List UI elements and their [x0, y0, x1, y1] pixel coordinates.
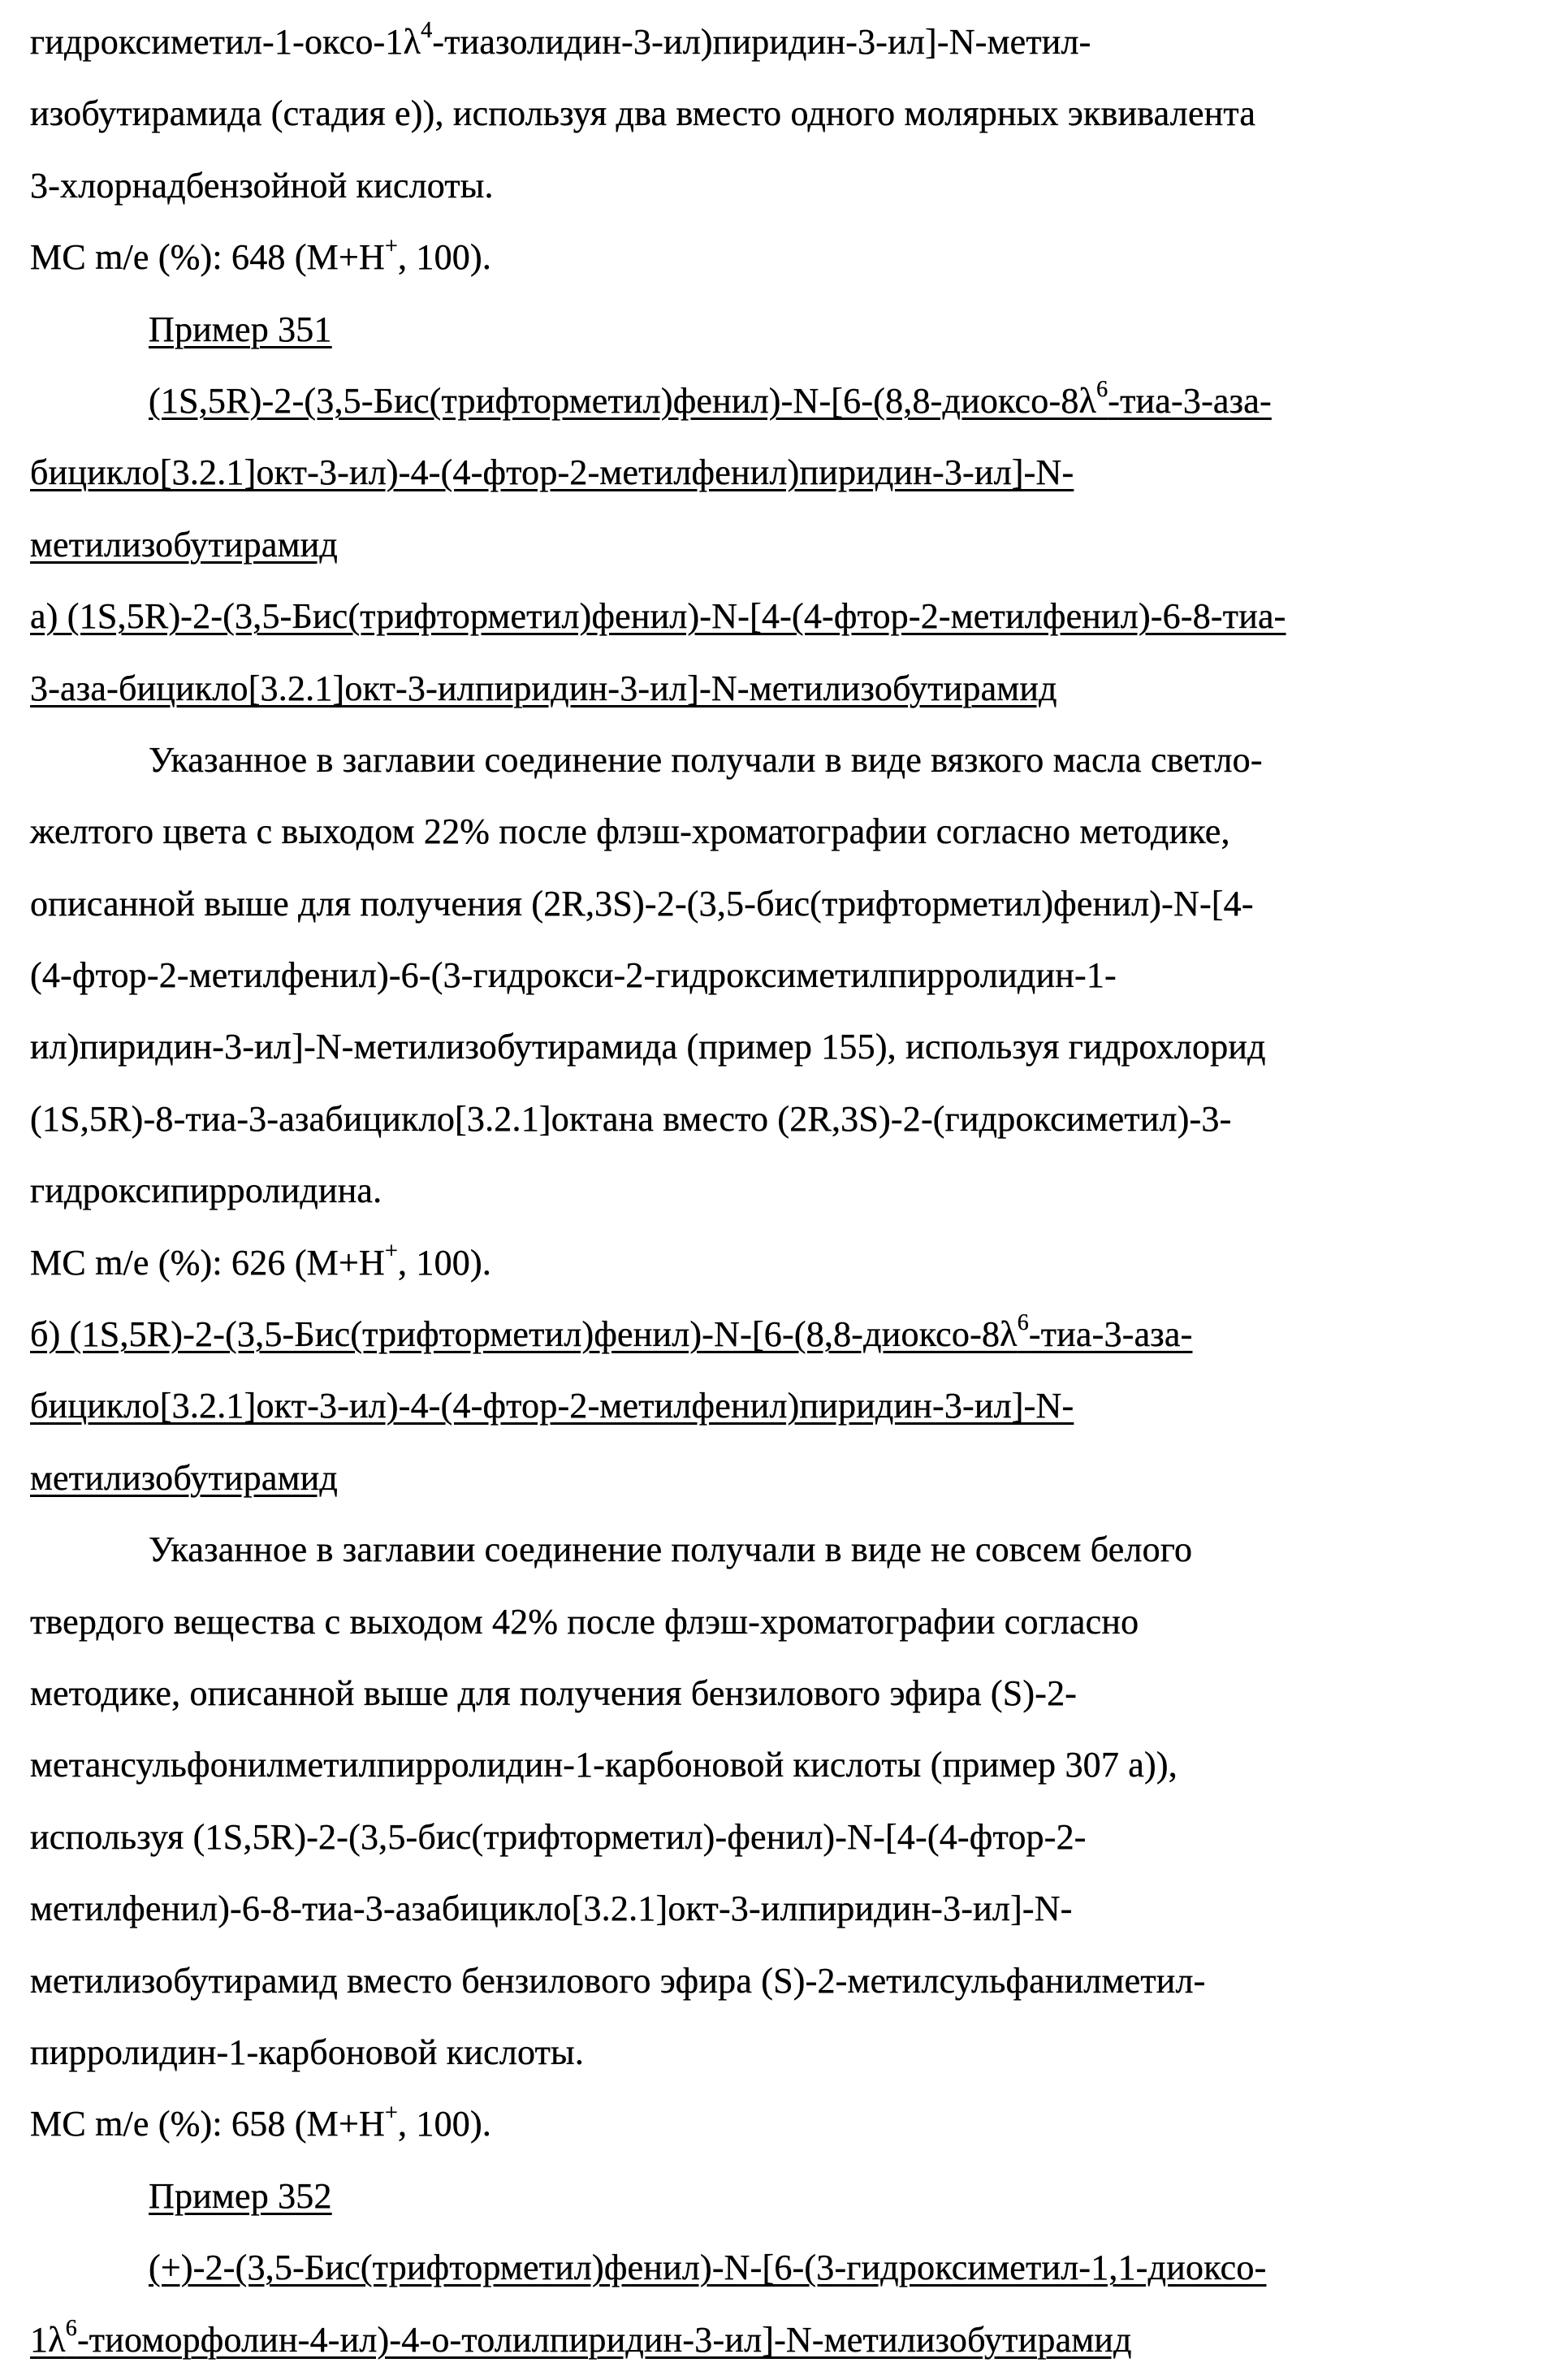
paragraph-line: желтого цвета с выходом 22% после флэш-хроматографии согласно методике, [30, 811, 1230, 852]
example-heading [30, 2161, 1532, 2232]
text-fragment: (1S,5R)-2-(3,5-Бис(трифторметил)фенил)-N-[6-(8,8-диоксо-8λ [149, 380, 1097, 421]
text-fragment: , 100). [398, 2104, 492, 2144]
text-fragment: б) (1S,5R)-2-(3,5-Бис(трифторметил)фенил)-N-[6-(8,8-диоксо-8λ [30, 1314, 1018, 1355]
compound-title-text [149, 377, 1272, 421]
superscript: + [385, 1238, 398, 1264]
compound-title-line [30, 366, 1532, 437]
text-fragment: 1λ [30, 2319, 66, 2360]
compound-title-text: (+)-2-(3,5-Бис(трифторметил)фенил)-N-[6-(3-гидроксиметил-1,1-диоксо- [149, 2248, 1267, 2288]
step-title-text [30, 1310, 1193, 1355]
superscript: + [385, 233, 398, 259]
text-fragment: -тиоморфолин-4-ил)-4-о-толилпиридин-3-ил]-N-метилизобутирамид [76, 2319, 1132, 2360]
step-title-text: а) (1S,5R)-2-(3,5-Бис(трифторметил)фенил)-N-[4-(4-фтор-2-метилфенил)-6-8-тиа- [30, 596, 1286, 637]
step-a-title-line [30, 581, 1532, 652]
mass-spec-line [30, 222, 1532, 293]
text-fragment: , 100). [398, 237, 492, 278]
paragraph-line: гидроксипирролидина. [30, 1171, 382, 1211]
paragraph-line: описанной выше для получения (2R,3S)-2-(3,5-бис(трифторметил)фенил)-N-[4- [30, 883, 1254, 924]
text-fragment: МС m/e (%): 648 (M+H [30, 237, 385, 278]
example-heading-label: Пример 352 [149, 2175, 332, 2216]
mass-spec-line [30, 1227, 1532, 1299]
step-b-title-line [30, 1443, 1532, 1514]
paragraph-line: используя (1S,5R)-2-(3,5-бис(трифторметил)-фенил)-N-[4-(4-фтор-2- [30, 1816, 1087, 1857]
step-b-title-line [30, 1370, 1532, 1442]
paragraph-line: (4-фтор-2-метилфенил)-6-(3-гидрокси-2-гидроксиметилпирролидин-1- [30, 955, 1117, 996]
superscript: + [385, 2100, 398, 2126]
superscript: 6 [1017, 1310, 1029, 1336]
paragraph-line: (1S,5R)-8-тиа-3-азабицикло[3.2.1]октана вместо (2R,3S)-2-(гидроксиметил)-3- [30, 1098, 1232, 1139]
text-fragment: -тиа-3-аза- [1108, 380, 1272, 421]
paragraph-line: Указанное в заглавии соединение получали в виде вязкого масла светло- [149, 739, 1263, 780]
superscript: 4 [421, 18, 433, 44]
text-line: изобутирамида (стадия е)), используя два вместо одного молярных эквивалента [30, 93, 1256, 134]
paragraph-line: методике, описанной выше для получения бензилового эфира (S)-2- [30, 1672, 1078, 1713]
document-page [30, 6, 1532, 2376]
text-fragment: -тиазолидин-3-ил)пиридин-3-ил]-N-метил- [432, 22, 1091, 62]
compound-title-line [30, 437, 1532, 508]
paragraph-line: метилфенил)-6-8-тиа-3-азабицикло[3.2.1]окт-3-илпиридин-3-ил]-N- [30, 1889, 1073, 1929]
example-heading-label: Пример 351 [149, 309, 332, 349]
compound-title-line [30, 2232, 1532, 2304]
superscript: 6 [65, 2315, 77, 2341]
paragraph-line: метилизобутирамид вместо бензилового эфира (S)-2-метилсульфанилметил- [30, 1960, 1206, 2001]
text-fragment: МС m/e (%): 658 (M+H [30, 2104, 385, 2144]
superscript: 6 [1096, 377, 1108, 403]
step-title-text: метилизобутирамид [30, 1457, 338, 1498]
text-fragment: -тиа-3-аза- [1028, 1314, 1193, 1355]
paragraph-line: Указанное в заглавии соединение получали в виде не совсем белого [149, 1530, 1193, 1570]
step-title-text: 3-аза-бицикло[3.2.1]окт-3-илпиридин-3-ил]-N-метилизобутирамид [30, 668, 1057, 708]
compound-title-line [30, 509, 1532, 581]
example-heading [30, 294, 1532, 366]
text-line: 3-хлорнадбензойной кислоты. [30, 165, 494, 206]
paragraph-line: ил)пиридин-3-ил]-N-метилизобутирамида (пример 155), используя гидрохлорид [30, 1027, 1266, 1067]
text-line [30, 6, 1532, 78]
compound-title-text: метилизобутирамид [30, 524, 338, 565]
paragraph-line: твердого вещества с выходом 42% после флэш-хроматографии согласно [30, 1601, 1139, 1642]
mass-spec-line [30, 2088, 1532, 2160]
text-fragment: , 100). [398, 1242, 492, 1283]
step-a-title-line [30, 653, 1532, 725]
text-fragment: МС m/e (%): 626 (M+H [30, 1242, 385, 1283]
text-fragment: гидроксиметил-1-оксо-1λ [30, 22, 421, 62]
compound-title-line [30, 2304, 1532, 2376]
step-b-title-line [30, 1299, 1532, 1370]
paragraph-line: пирролидин-1-карбоновой кислоты. [30, 2032, 585, 2072]
compound-title-text [30, 2315, 1132, 2360]
compound-title-text: бицикло[3.2.1]окт-3-ил)-4-(4-фтор-2-метилфенил)пиридин-3-ил]-N- [30, 452, 1074, 493]
step-title-text: бицикло[3.2.1]окт-3-ил)-4-(4-фтор-2-метилфенил)пиридин-3-ил]-N- [30, 1386, 1074, 1426]
paragraph-line: метансульфонилметилпирролидин-1-карбоновой кислоты (пример 307 а)), [30, 1745, 1178, 1785]
